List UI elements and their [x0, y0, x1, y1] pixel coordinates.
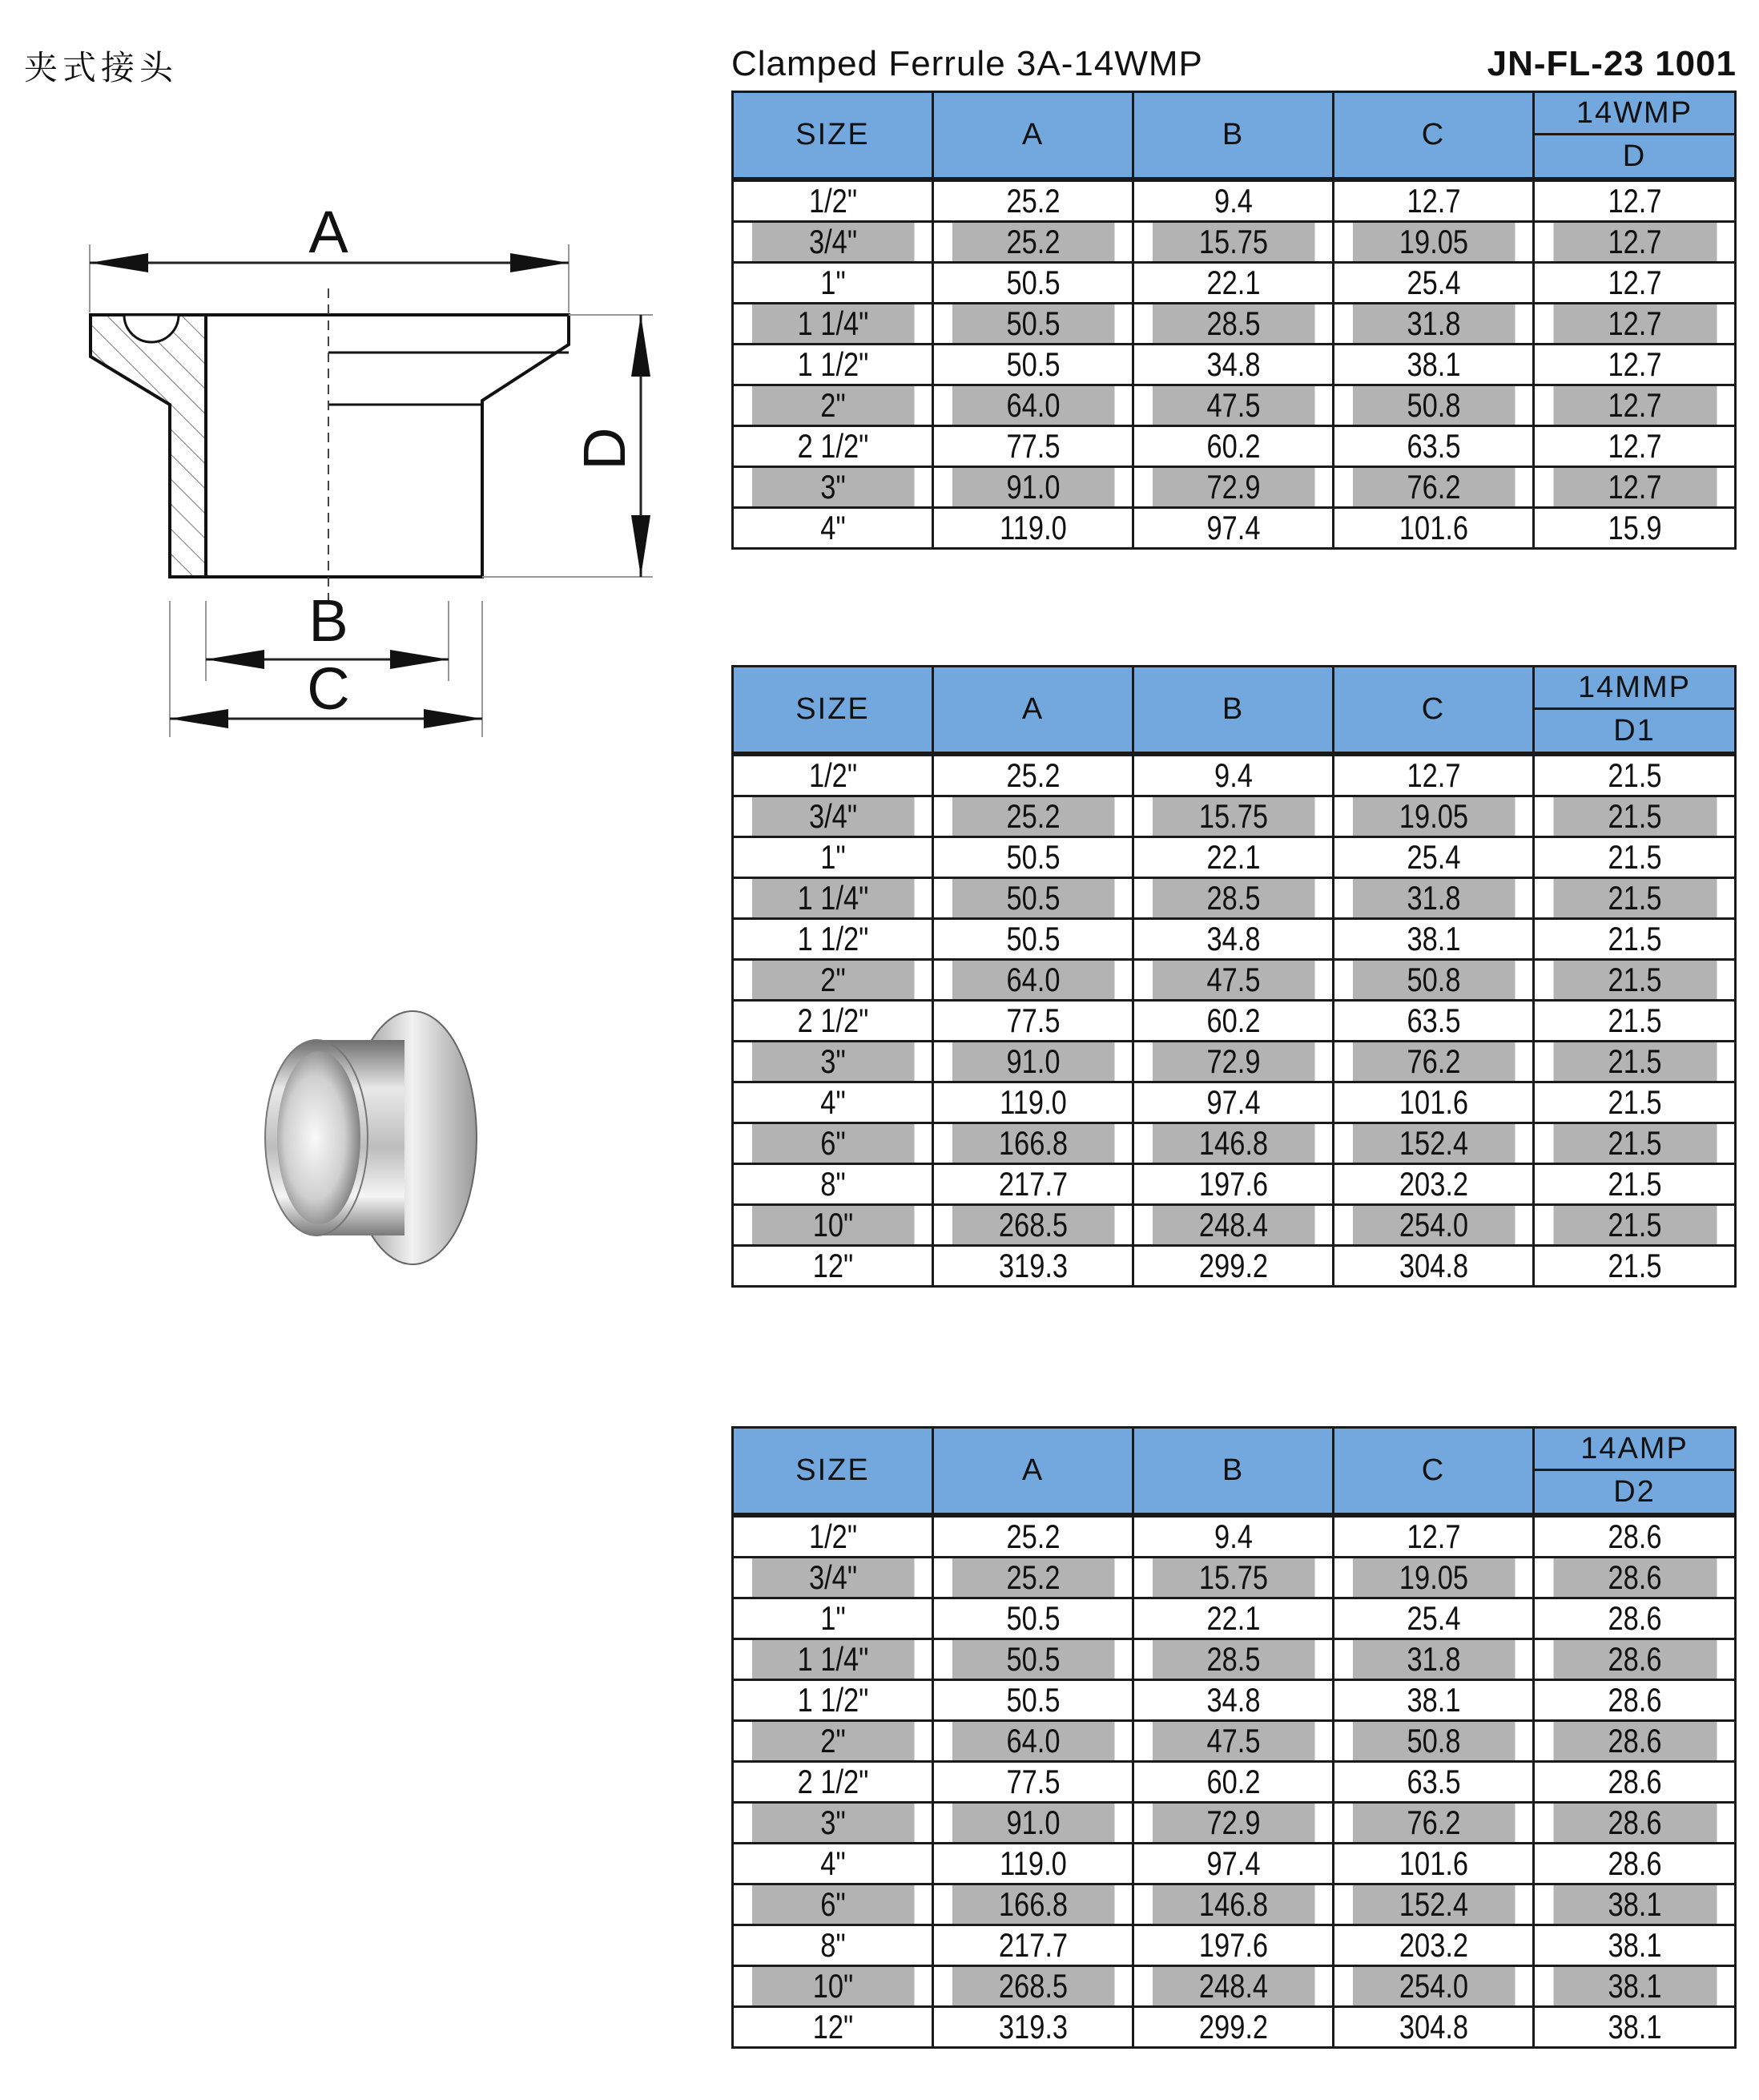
table-row: [733, 1762, 1736, 1803]
table-cell: 15.75: [1151, 1558, 1315, 1598]
table-cell: 76.2: [1351, 1803, 1515, 1844]
table-cell: 12.7: [1552, 304, 1717, 345]
col-header-a: A: [933, 92, 1133, 180]
table-cell: 63.5: [1351, 1762, 1515, 1803]
table-cell: 21.5: [1552, 1246, 1717, 1287]
table-cell: 4": [751, 1082, 915, 1123]
col-header-a: A: [933, 667, 1133, 755]
table-cell: 72.9: [1151, 467, 1315, 508]
table-cell: 34.8: [1151, 1680, 1315, 1721]
table-cell: 97.4: [1151, 1844, 1315, 1884]
table-cell: 146.8: [1151, 1884, 1315, 1925]
table-cell: 28.6: [1552, 1558, 1717, 1598]
col-header-c: C: [1334, 667, 1534, 755]
table-cell: 166.8: [951, 1884, 1115, 1925]
table-cell: 38.1: [1552, 1925, 1717, 1966]
spec-table-14wmp: [731, 91, 1737, 550]
col-header-d2: D2: [1534, 1470, 1736, 1516]
table-cell: 21.5: [1552, 1164, 1717, 1205]
table-cell: 77.5: [951, 1762, 1115, 1803]
table-cell: 12": [751, 2007, 915, 2048]
table-row: [733, 179, 1736, 222]
table-cell: 299.2: [1151, 2007, 1315, 2048]
table-cell: 2": [751, 1721, 915, 1762]
table-row: [733, 878, 1736, 919]
table-cell: 217.7: [951, 1925, 1115, 1966]
col-header-d1: D1: [1534, 709, 1736, 755]
table-row: [733, 1884, 1736, 1925]
table-row: [733, 2007, 1736, 2048]
table-cell: 2": [751, 385, 915, 426]
table-cell: 50.8: [1351, 1721, 1515, 1762]
technical-drawing: [0, 184, 689, 761]
table-row: [733, 1205, 1736, 1246]
col-header-a: A: [933, 1428, 1133, 1516]
table-cell: 15.75: [1151, 222, 1315, 263]
table-cell: 60.2: [1151, 1001, 1315, 1042]
col-header-c: C: [1334, 92, 1534, 180]
col-header-b: B: [1133, 92, 1334, 180]
table-cell: 38.1: [1552, 1884, 1717, 1925]
col-header-group: 14WMP: [1534, 92, 1736, 135]
table-cell: 1 1/2": [751, 1680, 915, 1721]
table-cell: 3": [751, 1803, 915, 1844]
table-cell: 1": [751, 1598, 915, 1639]
dim-c-label: C: [307, 655, 350, 722]
table-cell: 34.8: [1151, 919, 1315, 960]
table-cell: 64.0: [951, 960, 1115, 1001]
table-cell: 101.6: [1351, 1844, 1515, 1884]
table-cell: 21.5: [1552, 837, 1717, 878]
table-row: [733, 754, 1736, 796]
table-cell: 77.5: [951, 426, 1115, 467]
table-cell: 203.2: [1351, 1164, 1515, 1205]
table-cell: 28.5: [1151, 1639, 1315, 1680]
table-cell: 50.8: [1351, 385, 1515, 426]
table-cell: 2 1/2": [751, 1762, 915, 1803]
table-cell: 47.5: [1151, 385, 1315, 426]
table-cell: 25.2: [951, 796, 1115, 837]
table-cell: 60.2: [1151, 1762, 1315, 1803]
table-cell: 8": [751, 1925, 915, 1966]
table-cell: 28.6: [1552, 1721, 1717, 1762]
table-cell: 50.5: [951, 1639, 1115, 1680]
table-cell: 38.1: [1552, 2007, 1717, 2048]
table-cell: 28.5: [1151, 304, 1315, 345]
table-cell: 12.7: [1552, 467, 1717, 508]
table-cell: 12.7: [1351, 1515, 1515, 1558]
table-cell: 25.2: [951, 754, 1115, 796]
table-row: [733, 1721, 1736, 1762]
table-cell: 1 1/4": [751, 878, 915, 919]
table-cell: 50.5: [951, 263, 1115, 304]
table-cell: 47.5: [1151, 1721, 1315, 1762]
table-cell: 38.1: [1351, 919, 1515, 960]
table-cell: 77.5: [951, 1001, 1115, 1042]
table-cell: 304.8: [1351, 2007, 1515, 2048]
table-cell: 28.6: [1552, 1844, 1717, 1884]
table-cell: 12.7: [1552, 179, 1717, 222]
table-row: [733, 1246, 1736, 1287]
table-cell: 76.2: [1351, 1042, 1515, 1082]
table-cell: 31.8: [1351, 878, 1515, 919]
table-cell: 25.2: [951, 1558, 1115, 1598]
spec-table-14mmp: [731, 665, 1737, 1288]
table-cell: 254.0: [1351, 1205, 1515, 1246]
table-cell: 34.8: [1151, 345, 1315, 385]
dim-a-label: A: [308, 199, 348, 265]
dim-b-label: B: [308, 587, 348, 654]
table-cell: 60.2: [1151, 426, 1315, 467]
col-header-size: SIZE: [733, 667, 933, 755]
table-cell: 21.5: [1552, 796, 1717, 837]
table-cell: 9.4: [1151, 1515, 1315, 1558]
table-cell: 8": [751, 1164, 915, 1205]
table-cell: 12.7: [1351, 179, 1515, 222]
table-cell: 25.4: [1351, 263, 1515, 304]
table-row: [733, 1042, 1736, 1082]
table-cell: 12.7: [1552, 385, 1717, 426]
table-cell: 268.5: [951, 1966, 1115, 2007]
table-row: [733, 1164, 1736, 1205]
table-cell: 25.2: [951, 179, 1115, 222]
table-cell: 21.5: [1552, 919, 1717, 960]
table-row: [733, 385, 1736, 426]
table-cell: 38.1: [1351, 345, 1515, 385]
table-cell: 254.0: [1351, 1966, 1515, 2007]
table-cell: 101.6: [1351, 508, 1515, 549]
table-cell: 50.5: [951, 1598, 1115, 1639]
table-cell: 9.4: [1151, 179, 1315, 222]
table-cell: 3/4": [751, 222, 915, 263]
spec-table-14amp: [731, 1426, 1737, 2049]
table-cell: 47.5: [1151, 960, 1315, 1001]
table-cell: 12.7: [1552, 222, 1717, 263]
dim-d-label: D: [571, 427, 638, 470]
table-row: [733, 1803, 1736, 1844]
table-cell: 19.05: [1351, 1558, 1515, 1598]
table-row: [733, 1639, 1736, 1680]
table-cell: 28.6: [1552, 1803, 1717, 1844]
table-cell: 1": [751, 837, 915, 878]
table-cell: 1 1/2": [751, 345, 915, 385]
table-cell: 21.5: [1552, 878, 1717, 919]
table-row: [733, 426, 1736, 467]
table-cell: 63.5: [1351, 1001, 1515, 1042]
table-cell: 21.5: [1552, 1042, 1717, 1082]
table-cell: 203.2: [1351, 1925, 1515, 1966]
col-header-b: B: [1133, 1428, 1334, 1516]
table-row: [733, 508, 1736, 549]
table-cell: 28.6: [1552, 1598, 1717, 1639]
col-header-d: D: [1534, 135, 1736, 180]
table-cell: 21.5: [1552, 1123, 1717, 1164]
table-cell: 217.7: [951, 1164, 1115, 1205]
table-row: [733, 1598, 1736, 1639]
table-cell: 2": [751, 960, 915, 1001]
table-cell: 31.8: [1351, 304, 1515, 345]
table-cell: 50.5: [951, 919, 1115, 960]
table-cell: 10": [751, 1966, 915, 2007]
table-cell: 50.5: [951, 1680, 1115, 1721]
table-cell: 1 1/4": [751, 1639, 915, 1680]
table-cell: 21.5: [1552, 960, 1717, 1001]
table-row: [733, 1558, 1736, 1598]
table-cell: 64.0: [951, 385, 1115, 426]
table-cell: 21.5: [1552, 1205, 1717, 1246]
table-cell: 72.9: [1151, 1803, 1315, 1844]
col-header-group: 14MMP: [1534, 667, 1736, 709]
table-cell: 319.3: [951, 2007, 1115, 2048]
table-cell: 9.4: [1151, 754, 1315, 796]
table-cell: 72.9: [1151, 1042, 1315, 1082]
table-cell: 50.5: [951, 878, 1115, 919]
table-cell: 12.7: [1552, 426, 1717, 467]
table-cell: 248.4: [1151, 1966, 1315, 2007]
table-cell: 119.0: [951, 508, 1115, 549]
table-cell: 319.3: [951, 1246, 1115, 1287]
table-cell: 152.4: [1351, 1123, 1515, 1164]
table-cell: 304.8: [1351, 1246, 1515, 1287]
table-cell: 21.5: [1552, 1082, 1717, 1123]
table-cell: 25.2: [951, 1515, 1115, 1558]
table-cell: 63.5: [1351, 426, 1515, 467]
table-cell: 50.5: [951, 345, 1115, 385]
table-cell: 91.0: [951, 1042, 1115, 1082]
table-row: [733, 1001, 1736, 1042]
table-cell: 3/4": [751, 1558, 915, 1598]
table-cell: 28.6: [1552, 1762, 1717, 1803]
table-cell: 248.4: [1151, 1205, 1315, 1246]
table-row: [733, 1515, 1736, 1558]
table-cell: 21.5: [1552, 1001, 1717, 1042]
table-cell: 19.05: [1351, 796, 1515, 837]
col-header-group: 14AMP: [1534, 1428, 1736, 1470]
table-cell: 12.7: [1552, 263, 1717, 304]
table-cell: 50.8: [1351, 960, 1515, 1001]
table-cell: 6": [751, 1123, 915, 1164]
table-cell: 197.6: [1151, 1925, 1315, 1966]
table-cell: 4": [751, 508, 915, 549]
table-row: [733, 1680, 1736, 1721]
table-cell: 50.5: [951, 304, 1115, 345]
table-cell: 197.6: [1151, 1164, 1315, 1205]
table-cell: 1 1/2": [751, 919, 915, 960]
col-header-size: SIZE: [733, 1428, 933, 1516]
table-cell: 10": [751, 1205, 915, 1246]
table-cell: 28.5: [1151, 878, 1315, 919]
table-cell: 22.1: [1151, 837, 1315, 878]
table-row: [733, 1123, 1736, 1164]
table-cell: 28.6: [1552, 1639, 1717, 1680]
table-cell: 1/2": [751, 179, 915, 222]
table-cell: 1 1/4": [751, 304, 915, 345]
table-row: [733, 1082, 1736, 1123]
table-cell: 2 1/2": [751, 1001, 915, 1042]
col-header-c: C: [1334, 1428, 1534, 1516]
table-row: [733, 837, 1736, 878]
table-cell: 50.5: [951, 837, 1115, 878]
table-cell: 31.8: [1351, 1639, 1515, 1680]
table-cell: 1/2": [751, 754, 915, 796]
table-row: [733, 1844, 1736, 1884]
table-cell: 119.0: [951, 1082, 1115, 1123]
table-cell: 22.1: [1151, 1598, 1315, 1639]
table-cell: 4": [751, 1844, 915, 1884]
table-cell: 91.0: [951, 467, 1115, 508]
table-cell: 25.4: [1351, 1598, 1515, 1639]
part-code: JN-FL-23 1001: [1487, 44, 1737, 83]
col-header-size: SIZE: [733, 92, 933, 180]
table-cell: 91.0: [951, 1803, 1115, 1844]
table-cell: 12.7: [1552, 345, 1717, 385]
table-cell: 28.6: [1552, 1680, 1717, 1721]
table-cell: 299.2: [1151, 1246, 1315, 1287]
table-cell: 97.4: [1151, 508, 1315, 549]
table-cell: 146.8: [1151, 1123, 1315, 1164]
table-cell: 22.1: [1151, 263, 1315, 304]
product-title: Clamped Ferrule 3A-14WMP: [731, 44, 1203, 83]
table-row: [733, 1966, 1736, 2007]
table-cell: 25.2: [951, 222, 1115, 263]
table-row: [733, 345, 1736, 385]
table-cell: 2 1/2": [751, 426, 915, 467]
table-cell: 3": [751, 1042, 915, 1082]
table-cell: 38.1: [1552, 1966, 1717, 2007]
table-cell: 3/4": [751, 796, 915, 837]
table-cell: 101.6: [1351, 1082, 1515, 1123]
table-cell: 12": [751, 1246, 915, 1287]
table-cell: 268.5: [951, 1205, 1115, 1246]
table-row: [733, 263, 1736, 304]
table-row: [733, 467, 1736, 508]
table-row: [733, 304, 1736, 345]
table-row: [733, 222, 1736, 263]
chinese-title: 夹式接头: [24, 48, 179, 87]
table-cell: 25.4: [1351, 837, 1515, 878]
table-cell: 1/2": [751, 1515, 915, 1558]
table-cell: 38.1: [1351, 1680, 1515, 1721]
table-cell: 15.9: [1552, 508, 1717, 549]
table-cell: 1": [751, 263, 915, 304]
table-cell: 15.75: [1151, 796, 1315, 837]
table-cell: 21.5: [1552, 754, 1717, 796]
table-row: [733, 796, 1736, 837]
table-cell: 3": [751, 467, 915, 508]
table-cell: 64.0: [951, 1721, 1115, 1762]
table-row: [733, 1925, 1736, 1966]
table-cell: 28.6: [1552, 1515, 1717, 1558]
table-cell: 19.05: [1351, 222, 1515, 263]
col-header-b: B: [1133, 667, 1334, 755]
table-row: [733, 919, 1736, 960]
table-cell: 97.4: [1151, 1082, 1315, 1123]
table-row: [733, 960, 1736, 1001]
ferrule-photo: [240, 1002, 497, 1278]
table-cell: 166.8: [951, 1123, 1115, 1164]
table-cell: 152.4: [1351, 1884, 1515, 1925]
table-cell: 12.7: [1351, 754, 1515, 796]
table-cell: 6": [751, 1884, 915, 1925]
table-cell: 76.2: [1351, 467, 1515, 508]
table-cell: 119.0: [951, 1844, 1115, 1884]
